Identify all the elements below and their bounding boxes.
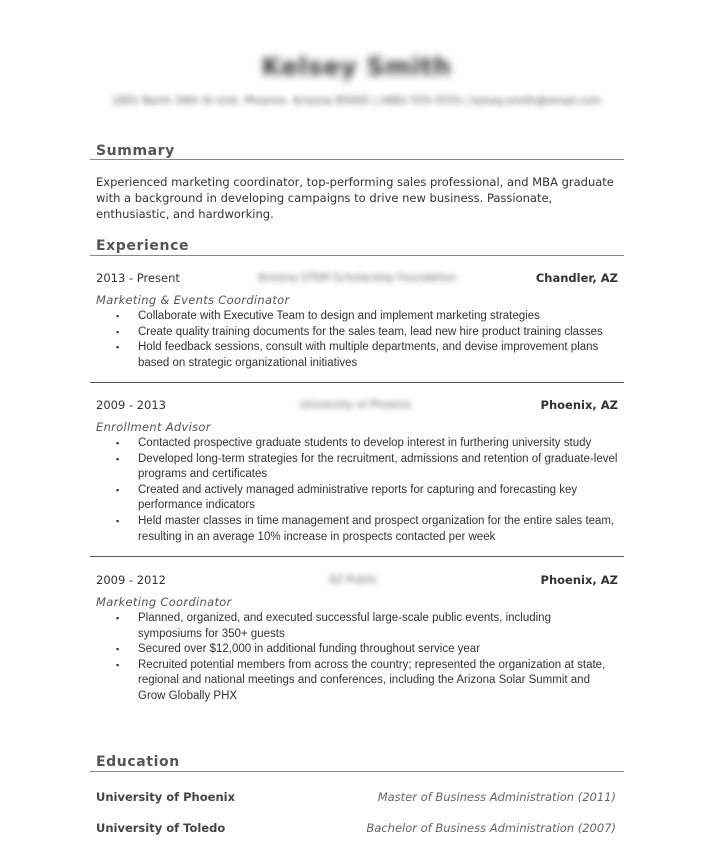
school-name: University of Phoenix — [96, 790, 235, 804]
education-rule — [90, 771, 624, 772]
job-location: Phoenix, AZ — [540, 398, 618, 412]
job-company: AZ Public — [329, 574, 378, 586]
job-entry — [96, 573, 618, 705]
job-header — [96, 271, 618, 289]
job-header — [96, 398, 618, 416]
list-item: ▪ Create quality training documents for the sales team, lead new hire product training classes — [138, 325, 618, 341]
job-location: Phoenix, AZ — [540, 573, 618, 587]
list-item: ▪ Collaborate with Executive Team to design and implement marketing strategies — [138, 309, 618, 325]
job-divider — [90, 556, 624, 557]
education-entry — [96, 790, 616, 806]
experience-heading: Experience — [96, 238, 190, 254]
applicant-name: Kelsey Smith — [261, 52, 452, 81]
job-title: Marketing Coordinator — [96, 595, 232, 609]
job-title: Enrollment Advisor — [96, 420, 211, 434]
job-title: Marketing & Events Coordinator — [96, 293, 290, 307]
job-company: University of Phoenix — [300, 399, 412, 411]
job-dates: 2009 - 2012 — [96, 573, 166, 587]
summary-text: Experienced marketing coordinator, top-performing sales professional, and MBA graduate with a background in developing campaigns to drive new business. Passionate, enthusiastic, and hardworking. — [96, 175, 614, 221]
job-bullets — [96, 611, 618, 705]
summary-rule — [90, 159, 624, 160]
job-header — [96, 573, 618, 591]
job-entry — [96, 271, 618, 371]
list-item: ▪ Planned, organized, and executed successful large-scale public events, including symposiums for 350+ guests — [138, 611, 618, 642]
education-entry — [96, 821, 616, 837]
list-item: ▪ Created and actively managed administrative reports for capturing and forecasting key performance indicators — [138, 483, 618, 514]
list-item: ▪ Held master classes in time management and prospect organization for the entire sales team, resulting in an average 10% increase in prospects contacted per week — [138, 514, 618, 545]
job-dates: 2013 - Present — [96, 271, 180, 285]
contact-line: 1801 North 34th St Unit, Phoenix, Arizona 85000 | (480) 555-5555 | kelsey.smith@email.com — [111, 95, 602, 107]
experience-rule — [90, 255, 624, 256]
school-name: University of Toledo — [96, 821, 226, 835]
job-location: Chandler, AZ — [535, 271, 618, 285]
list-item: ▪ Secured over $12,000 in additional funding throughout service year — [138, 642, 618, 658]
job-dates: 2009 - 2013 — [96, 398, 166, 412]
education-heading: Education — [96, 754, 180, 770]
list-item: ▪ Hold feedback sessions, consult with multiple departments, and devise improvement plans based on strategic organizational initiatives — [138, 340, 618, 371]
list-item: ▪ Developed long-term strategies for the recruitment, admissions and retention of graduate-level programs and certificates — [138, 452, 618, 483]
job-bullets — [96, 309, 618, 371]
job-entry — [96, 398, 618, 545]
degree-name: Bachelor of Business Administration (2007) — [366, 821, 616, 835]
degree-name: Master of Business Administration (2011) — [377, 790, 616, 804]
job-divider — [90, 382, 624, 383]
job-bullets — [96, 436, 618, 545]
summary-heading: Summary — [96, 143, 175, 159]
list-item: ▪ Recruited potential members from across the country; represented the organization at state, regional and national meetings and conferences, including the Arizona Solar Summit and Grow Globally PHX — [138, 658, 618, 705]
job-company: Arizona STEM Scholarship Foundation — [258, 272, 456, 284]
list-item: ▪ Contacted prospective graduate students to develop interest in furthering university study — [138, 436, 618, 452]
